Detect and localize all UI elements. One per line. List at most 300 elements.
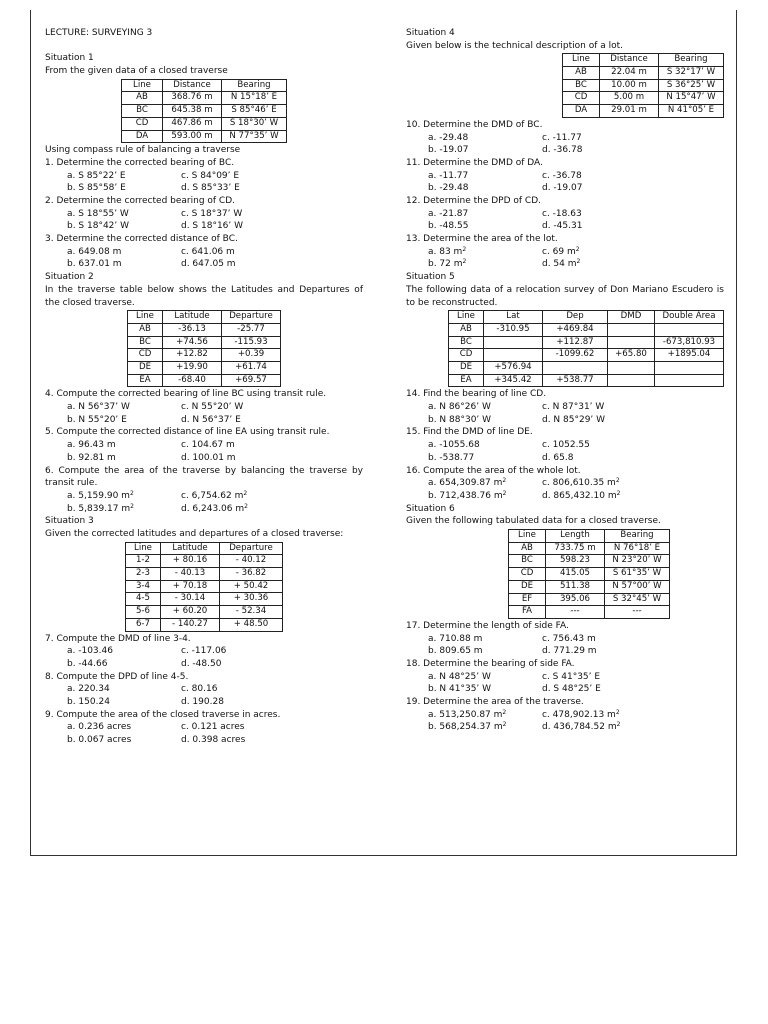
text-line: 8. Compute the DPD of line 4-5. xyxy=(45,671,189,682)
column-header: Line xyxy=(449,311,484,324)
answer-choices xyxy=(406,683,724,696)
answer-choice: c. N 87°31’ W xyxy=(542,402,605,413)
table-cell: AB xyxy=(563,67,600,80)
answer-choice: a. N 48°25’ W xyxy=(428,671,491,682)
text-line: Situation 4 xyxy=(406,28,455,38)
text-line: 4. Compute the corrected bearing of line BC using transit rule. xyxy=(45,389,327,400)
table-row xyxy=(509,580,670,593)
answer-choices xyxy=(45,683,363,696)
text-line: 12. Determine the DPD of CD. xyxy=(406,196,542,207)
text-line: Situation 5 xyxy=(406,272,455,283)
table-cell: DE xyxy=(509,580,546,593)
text-line: Given the corrected latitudes and departures of a closed traverse: xyxy=(45,528,344,539)
answer-choice: a. N 86°26’ W xyxy=(428,402,491,413)
answer-choice: c. 756.43 m xyxy=(542,633,596,644)
answer-choice: d. -48.50 xyxy=(181,658,222,669)
table-cell: 29.01 m xyxy=(600,105,659,118)
table-cell: CD xyxy=(449,349,484,362)
column-header: Line xyxy=(126,542,161,555)
table-cell: -310.95 xyxy=(484,323,543,336)
text-line: 15. Find the DMD of line DE. xyxy=(406,427,533,438)
answer-choice: b. N 55°20’ E xyxy=(67,414,127,425)
table-cell: +0.39 xyxy=(222,349,281,362)
answer-choices xyxy=(406,144,724,157)
table-cell: - 30.14 xyxy=(161,593,220,606)
answer-choice: c. 478,902.13 $m^2$ xyxy=(542,708,620,720)
table-cell: N 57°00’ W xyxy=(605,580,670,593)
answer-choice: b. -44.66 xyxy=(67,658,108,669)
table-row xyxy=(509,593,670,606)
answer-choice: d. S 18°16’ W xyxy=(181,221,244,232)
answer-choices xyxy=(406,452,724,465)
table-cell: CD xyxy=(122,117,163,130)
table-cell: 511.38 xyxy=(546,580,605,593)
text-line: The following data of a relocation survey of Don Mariano Escudero is xyxy=(406,284,724,295)
table-cell: -115.93 xyxy=(222,336,281,349)
data-table-wrap xyxy=(406,310,724,387)
answer-choices xyxy=(406,246,724,259)
table-header-row xyxy=(563,54,724,67)
table-cell: 1-2 xyxy=(126,555,161,568)
table-cell: 22.04 m xyxy=(600,67,659,80)
answer-choice: c. -18.63 xyxy=(542,208,582,219)
answer-choices xyxy=(406,414,724,427)
answer-choice: b. 637.01 m xyxy=(67,259,122,270)
answer-choice: a. -21.87 xyxy=(428,208,469,219)
table-header-row xyxy=(449,311,724,324)
column-header: Latitude xyxy=(161,542,220,555)
answer-choice: b. -538.77 xyxy=(428,452,475,463)
answer-choice: c. S 84°09’ E xyxy=(181,170,240,181)
answer-choice: d. -36.78 xyxy=(542,145,583,156)
column-header: Bearing xyxy=(222,79,287,92)
right-content xyxy=(406,27,724,734)
table-cell: S 18°30’ W xyxy=(222,117,287,130)
answer-choice: b. 92.81 m xyxy=(67,452,116,463)
answer-choices xyxy=(45,696,363,709)
table-cell: BC xyxy=(122,105,163,118)
answer-choices xyxy=(406,709,724,722)
answer-choice: a. N 56°37’ W xyxy=(67,402,130,413)
text-line: 6. Compute the area of the traverse by balancing the traverse by xyxy=(45,465,363,476)
answer-choice: d. -19.07 xyxy=(542,183,583,194)
answer-choice: c. 104.67 m xyxy=(181,440,235,451)
table-row xyxy=(122,92,287,105)
answer-choice: a. 5,159.90 $m^2$ xyxy=(67,489,134,501)
table-header-row xyxy=(122,79,287,92)
answer-choice: d. 0.398 acres xyxy=(181,735,246,746)
text-line: 14. Find the bearing of line CD. xyxy=(406,389,547,400)
answer-choices xyxy=(45,658,363,671)
text-line: 18. Determine the bearing of side FA. xyxy=(406,658,575,669)
table-row xyxy=(128,349,281,362)
table-cell xyxy=(608,362,655,375)
table-row xyxy=(122,105,287,118)
left-column xyxy=(45,27,363,747)
answer-choices xyxy=(45,439,363,452)
table-cell: - 52.34 xyxy=(220,606,283,619)
column-header: Distance xyxy=(600,54,659,67)
answer-choice: d. 436,784.52 $m^2$ xyxy=(542,721,621,733)
data-table xyxy=(448,310,724,387)
table-row xyxy=(449,362,724,375)
table-cell: + 70.18 xyxy=(161,580,220,593)
answer-choices xyxy=(45,645,363,658)
answer-choices xyxy=(45,452,363,465)
answer-choice: b. -29.48 xyxy=(428,183,469,194)
text-line: transit rule. xyxy=(45,478,98,489)
answer-choice: c. 80.16 xyxy=(181,684,218,695)
answer-choice: b. 809.65 m xyxy=(428,646,483,657)
answer-choices xyxy=(45,401,363,414)
answer-choice: c. S 41°35’ E xyxy=(542,671,601,682)
data-table-wrap xyxy=(45,310,363,387)
answer-choices xyxy=(45,208,363,221)
table-cell: 4-5 xyxy=(126,593,161,606)
text-line: Situation 6 xyxy=(406,503,455,514)
answer-choice: c. 1052.55 xyxy=(542,440,590,451)
column-header: Bearing xyxy=(659,54,724,67)
table-row xyxy=(509,568,670,581)
table-cell: AB xyxy=(509,542,546,555)
answer-choices xyxy=(406,633,724,646)
answer-choice: a. S 85°22’ E xyxy=(67,170,126,181)
answer-choice: b. 712,438.76 $m^2$ xyxy=(428,489,507,501)
table-cell: + 80.16 xyxy=(161,555,220,568)
table-cell: + 50.42 xyxy=(220,580,283,593)
column-header: Distance xyxy=(163,79,222,92)
table-cell: --- xyxy=(546,606,605,619)
table-cell: N 23°20’ W xyxy=(605,555,670,568)
table-row xyxy=(126,606,283,619)
table-row xyxy=(509,606,670,619)
answer-choice: b. S 85°58’ E xyxy=(67,183,126,194)
column-header: Dep xyxy=(543,311,608,324)
answer-choice: d. 100.01 m xyxy=(181,452,236,463)
table-row xyxy=(128,323,281,336)
table-cell xyxy=(608,374,655,387)
answer-choices xyxy=(45,414,363,427)
answer-choices xyxy=(406,645,724,658)
column-header: Line xyxy=(128,311,163,324)
table-cell: BC xyxy=(509,555,546,568)
table-cell: +61.74 xyxy=(222,362,281,375)
table-cell: + 48.50 xyxy=(220,618,283,631)
answer-choice: c. N 55°20’ W xyxy=(181,402,244,413)
answer-choice: c. 69 $m^2$ xyxy=(542,245,580,257)
data-table xyxy=(125,542,283,632)
table-cell: N 15°18’ E xyxy=(222,92,287,105)
table-cell: 598.23 xyxy=(546,555,605,568)
table-cell: 10.00 m xyxy=(600,79,659,92)
table-cell: -1099.62 xyxy=(543,349,608,362)
answer-choice: b. 5,839.17 $m^2$ xyxy=(67,502,134,514)
answer-choice: a. 654,309.87 $m^2$ xyxy=(428,477,507,489)
table-row xyxy=(128,336,281,349)
answer-choices xyxy=(406,132,724,145)
answer-choice: a. 710.88 m xyxy=(428,633,483,644)
table-cell: +74.56 xyxy=(163,336,222,349)
spacer xyxy=(45,40,363,53)
column-header: Line xyxy=(122,79,163,92)
table-cell: S 36°25’ W xyxy=(659,79,724,92)
table-cell: +12.82 xyxy=(163,349,222,362)
table-cell: N 41°05’ E xyxy=(659,105,724,118)
table-row xyxy=(563,67,724,80)
table-row xyxy=(128,362,281,375)
answer-choice: c. 641.06 m xyxy=(181,246,235,257)
answer-choices xyxy=(406,490,724,503)
answer-choice: b. 0.067 acres xyxy=(67,735,132,746)
table-cell: +1895.04 xyxy=(655,349,724,362)
text-line: From the given data of a closed traverse xyxy=(45,66,228,77)
answer-choice: a. -103.46 xyxy=(67,646,113,657)
text-line: 11. Determine the DMD of DA. xyxy=(406,157,543,168)
text-line: 10. Determine the DMD of BC. xyxy=(406,119,543,130)
answer-choice: b. 72 $m^2$ xyxy=(428,258,467,270)
table-cell: DE xyxy=(128,362,163,375)
answer-choices xyxy=(45,503,363,516)
answer-choices xyxy=(406,170,724,183)
table-cell: 395.06 xyxy=(546,593,605,606)
table-cell: - 140.27 xyxy=(161,618,220,631)
table-cell: -36.13 xyxy=(163,323,222,336)
answer-choices xyxy=(406,208,724,221)
table-row xyxy=(126,580,283,593)
answer-choice: a. 96.43 m xyxy=(67,440,116,451)
table-cell: 645.38 m xyxy=(163,105,222,118)
text-line: Using compass rule of balancing a traverse xyxy=(45,145,241,156)
answer-choices xyxy=(406,439,724,452)
text-line: 17. Determine the length of side FA. xyxy=(406,620,569,631)
table-cell: +65.80 xyxy=(608,349,655,362)
answer-choice: c. 806,610.35 $m^2$ xyxy=(542,477,620,489)
table-cell: N 76°18’ E xyxy=(605,542,670,555)
text-line: Situation 1 xyxy=(45,53,94,64)
column-header: Departure xyxy=(220,542,283,555)
table-row xyxy=(449,374,724,387)
lecture-title: LECTURE: SURVEYING 3 xyxy=(45,28,153,38)
answer-choice: c. 0.121 acres xyxy=(181,722,245,733)
answer-choice: d. 6,243.06 $m^2$ xyxy=(181,502,248,514)
answer-choice: a. 0.236 acres xyxy=(67,722,132,733)
answer-choice: a. 513,250.87 $m^2$ xyxy=(428,708,507,720)
table-cell: BC xyxy=(449,336,484,349)
column-header: Line xyxy=(509,529,546,542)
answer-choices xyxy=(45,258,363,271)
table-row xyxy=(449,336,724,349)
table-cell: CD xyxy=(128,349,163,362)
table-cell: AB xyxy=(128,323,163,336)
table-cell: +69.57 xyxy=(222,374,281,387)
table-cell: BC xyxy=(128,336,163,349)
table-row xyxy=(126,593,283,606)
answer-choices xyxy=(406,671,724,684)
table-cell xyxy=(484,336,543,349)
data-table xyxy=(562,53,724,118)
table-cell: -25.77 xyxy=(222,323,281,336)
table-row xyxy=(122,130,287,143)
table-row xyxy=(126,618,283,631)
table-header-row xyxy=(509,529,670,542)
table-cell: S 32°45’ W xyxy=(605,593,670,606)
table-cell: 5-6 xyxy=(126,606,161,619)
table-cell: 467.86 m xyxy=(163,117,222,130)
table-cell: +112.87 xyxy=(543,336,608,349)
table-cell: +576.94 xyxy=(484,362,543,375)
table-header-row xyxy=(128,311,281,324)
table-row xyxy=(449,349,724,362)
left-content xyxy=(45,52,363,746)
text-line: 2. Determine the corrected bearing of CD. xyxy=(45,196,236,207)
answer-choice: d. 65.8 xyxy=(542,452,574,463)
answer-choices xyxy=(45,170,363,183)
answer-choice: b. 150.24 xyxy=(67,697,110,708)
table-cell: AB xyxy=(122,92,163,105)
table-row xyxy=(126,568,283,581)
table-cell: -68.40 xyxy=(163,374,222,387)
table-cell: 368.76 m xyxy=(163,92,222,105)
answer-choices xyxy=(45,490,363,503)
answer-choices xyxy=(406,477,724,490)
data-table xyxy=(508,529,670,619)
table-cell: + 30.36 xyxy=(220,593,283,606)
table-row xyxy=(563,79,724,92)
answer-choices xyxy=(45,246,363,259)
table-row xyxy=(563,105,724,118)
table-cell: 733.75 m xyxy=(546,542,605,555)
table-cell: +19.90 xyxy=(163,362,222,375)
column-header: Latitude xyxy=(163,311,222,324)
text-line: 9. Compute the area of the closed traverse in acres. xyxy=(45,709,281,720)
answer-choice: c. -117.06 xyxy=(181,646,227,657)
table-cell xyxy=(655,323,724,336)
data-table-wrap xyxy=(406,53,724,118)
answer-choice: a. -11.77 xyxy=(428,170,469,181)
answer-choice: d. 771.29 m xyxy=(542,646,597,657)
table-row xyxy=(509,542,670,555)
table-cell: FA xyxy=(509,606,546,619)
data-table-wrap xyxy=(406,529,724,619)
answer-choice: c. -11.77 xyxy=(542,132,582,143)
text-line: 16. Compute the area of the whole lot. xyxy=(406,465,581,476)
right-column xyxy=(406,27,724,734)
table-row xyxy=(128,374,281,387)
table-cell: DE xyxy=(449,362,484,375)
answer-choice: a. 649.08 m xyxy=(67,246,122,257)
table-cell xyxy=(543,362,608,375)
text-line: 19. Determine the area of the traverse. xyxy=(406,697,584,708)
data-table xyxy=(127,310,281,387)
table-cell: S 32°17’ W xyxy=(659,67,724,80)
data-table-wrap xyxy=(45,542,363,632)
table-cell: CD xyxy=(509,568,546,581)
text-line: 13. Determine the area of the lot. xyxy=(406,234,558,245)
table-cell: AB xyxy=(449,323,484,336)
answer-choices xyxy=(45,721,363,734)
text-line: the closed traverse. xyxy=(45,297,135,308)
answer-choice: a. 220.34 xyxy=(67,684,110,695)
column-header: Length xyxy=(546,529,605,542)
answer-choices xyxy=(406,401,724,414)
table-cell: -673,810.93 xyxy=(655,336,724,349)
table-cell xyxy=(608,323,655,336)
table-cell: 2-3 xyxy=(126,568,161,581)
answer-choices xyxy=(406,182,724,195)
text-line: In the traverse table below shows the Latitudes and Departures of xyxy=(45,284,363,295)
answer-choice: d. 190.28 xyxy=(181,697,224,708)
text-line: 5. Compute the corrected distance of line EA using transit rule. xyxy=(45,427,330,438)
table-cell: EA xyxy=(128,374,163,387)
text-line: to be reconstructed. xyxy=(406,297,498,308)
text-line: Situation 3 xyxy=(45,516,94,527)
answer-choice: d. 865,432.10 $m^2$ xyxy=(542,489,621,501)
answer-choice: a. S 18°55’ W xyxy=(67,208,129,219)
column-header: Line xyxy=(563,54,600,67)
answer-choice: d. N 85°29’ W xyxy=(542,414,606,425)
table-cell: --- xyxy=(605,606,670,619)
answer-choice: b. S 18°42’ W xyxy=(67,221,130,232)
answer-choice: c. 6,754.62 $m^2$ xyxy=(181,489,248,501)
table-cell: - 40.12 xyxy=(220,555,283,568)
table-cell: DA xyxy=(122,130,163,143)
column-header: Double Area xyxy=(655,311,724,324)
column-header: Lat xyxy=(484,311,543,324)
table-cell: S 61°35’ W xyxy=(605,568,670,581)
table-row xyxy=(126,555,283,568)
column-header: Departure xyxy=(222,311,281,324)
text-line: Situation 2 xyxy=(45,272,94,283)
table-cell: 6-7 xyxy=(126,618,161,631)
answer-choice: c. -36.78 xyxy=(542,170,582,181)
table-cell: 593.00 m xyxy=(163,130,222,143)
answer-choice: d. 647.05 m xyxy=(181,259,236,270)
table-row xyxy=(509,555,670,568)
answer-choices xyxy=(45,182,363,195)
text-line: 7. Compute the DMD of line 3-4. xyxy=(45,633,191,644)
column-header: Bearing xyxy=(605,529,670,542)
table-cell: 5.00 m xyxy=(600,92,659,105)
table-cell: 415.05 xyxy=(546,568,605,581)
answer-choice: d. S 48°25’ E xyxy=(542,684,601,695)
table-cell: - 40.13 xyxy=(161,568,220,581)
table-cell xyxy=(484,349,543,362)
data-table xyxy=(121,79,287,144)
table-header-row xyxy=(126,542,283,555)
table-cell: +469.84 xyxy=(543,323,608,336)
answer-choice: b. -48.55 xyxy=(428,221,469,232)
table-row xyxy=(563,92,724,105)
answer-choice: b. N 88°30’ W xyxy=(428,414,492,425)
answer-choice: b. 568,254.37 $m^2$ xyxy=(428,721,507,733)
answer-choice: b. -19.07 xyxy=(428,145,469,156)
text-line: Given below is the technical description of a lot. xyxy=(406,40,624,51)
table-cell: CD xyxy=(563,92,600,105)
table-cell: 3-4 xyxy=(126,580,161,593)
answer-choices xyxy=(45,734,363,747)
answer-choice: d. S 85°33’ E xyxy=(181,183,240,194)
table-cell xyxy=(655,362,724,375)
answer-choice: a. -1055.68 xyxy=(428,440,480,451)
answer-choice: a. 83 $m^2$ xyxy=(428,245,467,257)
text-line: 3. Determine the corrected distance of BC. xyxy=(45,234,238,245)
table-cell xyxy=(655,374,724,387)
table-cell: N 15°47’ W xyxy=(659,92,724,105)
answer-choice: a. -29.48 xyxy=(428,132,469,143)
text-line: 1. Determine the corrected bearing of BC. xyxy=(45,157,235,168)
table-row xyxy=(122,117,287,130)
table-row xyxy=(449,323,724,336)
